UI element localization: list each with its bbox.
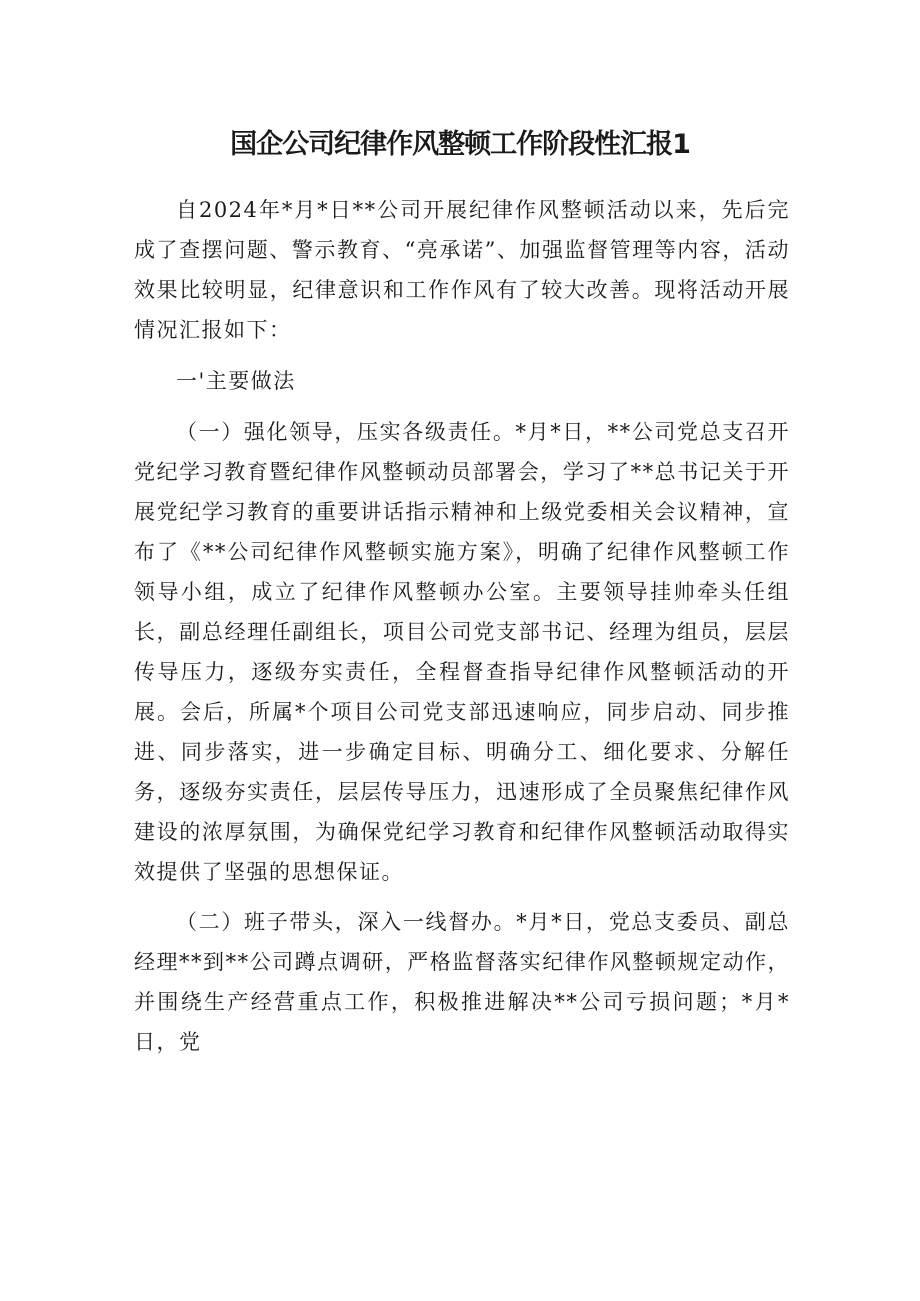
document-body <box>134 190 790 1062</box>
section-heading: 一'主要做法 <box>176 369 296 393</box>
paragraph-team-leads: （二）班子带头，深入一线督办。*月*日，党总支委员、副总经理**到**公司蹲点调研，严格监督落实纪律作风整顿规定动作，并围绕生产经营重点工作，积极推进解决**公司亏损问题；*月*日，党 <box>134 910 790 1054</box>
intro-paragraph: 自2024年*月*日**公司开展纪律作风整顿活动以来，先后完成了查摆问题、警示教育、“亮承诺”、加强监督管理等内容，活动效果比较明显，纪律意识和工作作风有了较大改善。现将活动开展情况汇报如下： <box>134 198 790 342</box>
document-title: 国企公司纪律作风整顿工作阶段性汇报1 <box>230 129 690 160</box>
paragraph-strengthen-leadership: （一）强化领导，压实各级责任。*月*日，**公司党总支召开党纪学习教育暨纪律作风整顿动员部署会，学习了**总书记关于开展党纪学习教育的重要讲话指示精神和上级党委相关会议精神，宣布了《**公司纪律作风整顿实施方案》，明确了纪律作风整顿工作领导小组，成立了纪律作风整顿办公室。主要领导挂帅牵头任组长，副总经理任副组长，项目公司党支部书记、经理为组员，层层传导压力，逐级夯实责任，全程督查指导纪律作风整顿活动的开展。会后，所属*个项目公司党支部迅速响应，同步启动、同步推进、同步落实，进一步确定目标、明确分工、细化要求、分解任务，逐级夯实责任，层层传导压力，迅速形成了全员聚焦纪律作风建设的浓厚氛围，为确保党纪学习教育和纪律作风整顿活动取得实效提供了坚强的思想保证。 <box>134 420 790 884</box>
